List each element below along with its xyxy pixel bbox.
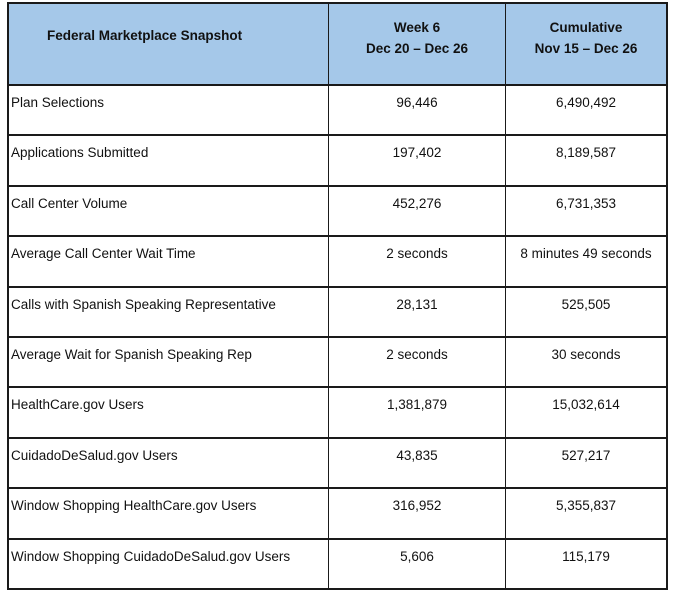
table-row [9,338,666,388]
table-row [9,388,666,438]
table-row [9,288,666,338]
federal-marketplace-snapshot-table [7,2,668,590]
table-title-cell [9,4,329,84]
row-week6-value: 452,276 [329,187,506,235]
row-cumulative-value: 8 minutes 49 seconds [520,246,652,262]
header-week6-line2: Dec 20 – Dec 26 [365,41,469,56]
row-week6-value: 316,952 [329,489,506,537]
header-cumulative-cell [506,4,666,84]
row-label: Average Wait for Spanish Speaking Rep [9,338,329,386]
row-cumulative-value: 6,490,492 [555,95,617,110]
header-cumulative-line2: Nov 15 – Dec 26 [534,41,638,56]
row-cumulative-value: 5,355,837 [555,498,617,514]
row-cumulative-value: 30 seconds [551,347,621,363]
row-week6-value: 2 seconds [329,237,506,285]
table-row [9,439,666,489]
row-cumulative-value: 15,032,614 [552,397,620,413]
row-cumulative-value: 8,189,587 [555,145,617,161]
row-label: Applications Submitted [9,136,329,184]
row-cumulative-value: 525,505 [561,296,611,312]
row-cumulative-value: 6,731,353 [555,195,617,211]
row-cumulative-value: 527,217 [561,447,611,463]
row-week6-value: 43,835 [329,439,506,487]
table-row [9,489,666,539]
row-label: Window Shopping HealthCare.gov Users [9,489,329,537]
row-week6-value: 1,381,879 [329,388,506,436]
table-title: Federal Marketplace Snapshot [47,28,243,43]
table-row [9,237,666,287]
row-week6-value: 5,606 [329,540,506,588]
table-row [9,136,666,186]
header-week6-cell [329,4,506,84]
row-label: Plan Selections [9,86,329,134]
row-label: HealthCare.gov Users [9,388,329,436]
header-cumulative-line1: Cumulative [549,20,623,35]
row-cumulative-value: 115,179 [562,548,610,564]
table-row [9,187,666,237]
table-row [9,86,666,136]
row-label: Call Center Volume [9,187,329,235]
row-label: Calls with Spanish Speaking Representative [9,288,329,336]
row-week6-value: 2 seconds [329,338,506,386]
row-label: CuidadoDeSalud.gov Users [9,439,329,487]
table-header-row [9,4,666,86]
row-week6-value: 197,402 [329,136,506,184]
table-row [9,540,666,588]
row-week6-value: 28,131 [329,288,506,336]
row-label: Average Call Center Wait Time [9,237,329,285]
row-week6-value: 96,446 [329,86,506,134]
header-week6-line1: Week 6 [393,20,441,35]
row-label: Window Shopping CuidadoDeSalud.gov Users [9,540,329,588]
